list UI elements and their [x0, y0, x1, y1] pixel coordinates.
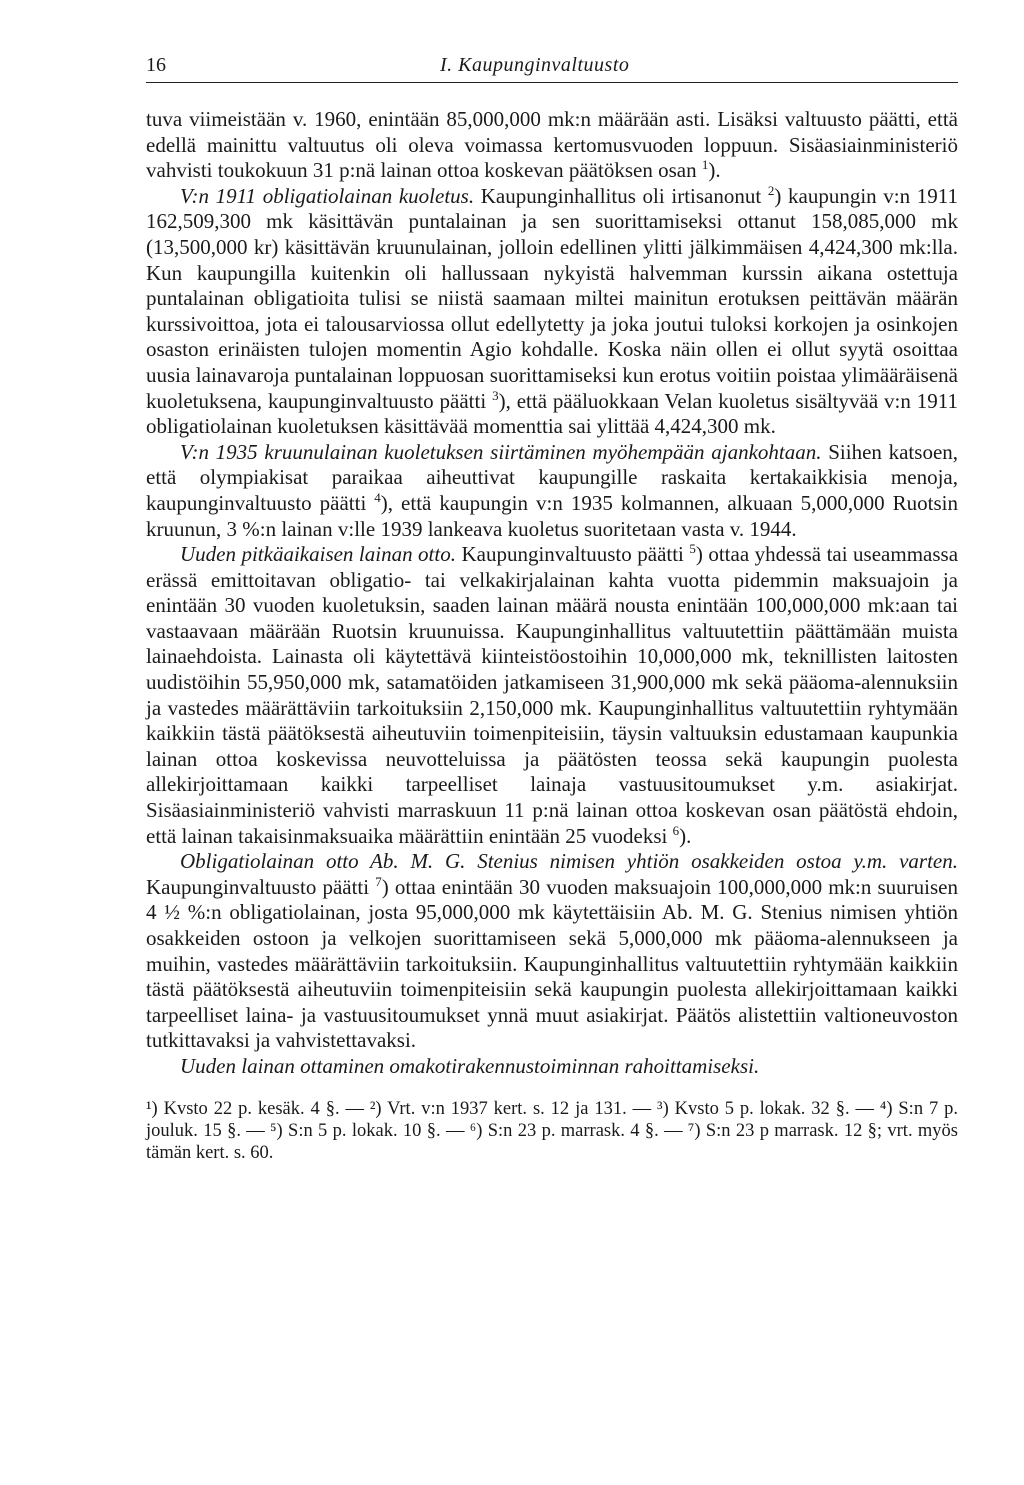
running-header: [146, 52, 958, 83]
paragraph-tail-2: .: [686, 823, 692, 848]
footnote-ref: 3: [492, 387, 499, 403]
footnote-ref: 7: [375, 873, 382, 889]
paragraph-tail: , että kaupungin v:n 1935 kolmannen, alkuaan 5,000,000 Ruotsin kruunun, 3 %:n lainan v:lle 1939 lankeava kuoletus suoritetaan vasta v. 1944.: [146, 490, 959, 541]
paragraph-tail: .: [715, 158, 721, 183]
paragraph-text: tuva viimeistään v. 1960, enintään 85,000,000 mk:n määrään asti. Lisäksi valtuusto päätti, että edellä mainittu valtuutus oli oleva voimassa kertomusvuoden loppuun. Sisäasiainministeriö vahvisti toukokuun 31 p:nä lainan ottoa koskevan päätöksen osan: [146, 107, 958, 183]
paragraph-heading: Uuden lainan ottaminen omakotirakennustoiminnan rahoittamiseksi.: [180, 1053, 760, 1078]
paragraph-heading: Obligatiolainan otto Ab. M. G. Stenius nimisen yhtiön osakkeiden ostoa y.m. varten.: [180, 849, 958, 874]
body-text: [146, 107, 958, 1080]
footnote-ref: 2: [767, 182, 775, 198]
paragraph-text: Kaupunginhallitus oli irtisanonut: [480, 183, 762, 208]
footnotes: ¹) Kvsto 22 p. kesäk. 4 §. — ²) Vrt. v:n 1937 kert. s. 12 ja 131. — ³) Kvsto 5 p. lokak. 32 §. — ⁴) S:n 7 p. jouluk. 15 §. — ⁵) S:n 5 p. lokak. 10 §. — ⁶) S:n 23 p. marrask. 4 §. — ⁷) S:n 23 p marrask. 12 §; vrt. myös tämän kert. s. 60.: [146, 1098, 958, 1163]
paragraph-text: Siihen katsoen, että olympiakisat paraikaa aiheuttivat kaupungille raskaita kertakaikkisia menoja, kaupunginvaltuusto päätti: [146, 439, 959, 515]
page-number: 16: [146, 54, 166, 76]
footnote-ref: 4: [374, 489, 381, 505]
paragraph-home-building-loan: [146, 1054, 958, 1080]
paragraph-new-loan: Uuden pitkäaikaisen lainan otto. Kaupunginvaltuusto päätti $^5$) ottaa yhdessä tai useammassa erässä emittoitavan obligatio- tai velkakirjalainan kahta vuotta pidemmin maksuajoin ja enintään 30 vuoden kuoletuksin, saaden lainan määrä nousta enintään 100,000,000 mk:aan tai vastaavaan määrään Ruotsin kruunuissa. Kaupunginhallitus valtuutettiin päättämään muista lainaehdoista. Lainasta oli käytettävä kiinteistöostoihin 10,000,000 mk, teknillisten laitosten uudistöihin 55,950,000 mk, satamatöiden jatkamiseen 31,900,000 mk sekä pääoma-alennuksiin ja vastedes määrättäviin tarkoituksiin 2,150,000 mk. Kaupunginhallitus valtuutettiin ryhtymään kaikkiin tästä päätöksestä aiheutuviin toimenpiteisiin, täysin valtuuksin edustamaan kaupunkia lainan ottoa koskevissa neuvotteluissa ja päätösten teossa sekä kaupungin puolesta allekirjoittamaan kaikki tarpeelliset lainaja vastuusitoumukset y.m. asiakirjat. Sisäasiainministeriö vahvisti marraskuun 11 p:nä lainan ottoa koskevan osan päätöstä ehdoin, että lainan takaisinmaksuaika määrättiin enintään 25 vuodeksi $^6$).: [146, 541, 959, 848]
footnote-ref: 5: [689, 541, 696, 557]
paragraph-tail-2: , että pääluokkaan Velan kuoletus sisältyvää v:n 1911 obligatiolainan kuoletuksen käsittävää momenttia sai ylittää 4,424,300 mk.: [146, 388, 959, 439]
paragraph-tail: kaupungin v:n 1911 162,509,300 mk käsittävän puntalainan ja sen suorittamiseksi ottanut 158,085,000 mk (13,500,000 kr) käsittävän kruunulainan, jolloin edellinen ylitti jälkimmäisen 4,424,300 mk:lla. Kun kaupungilla kuitenkin oli hallussaan nykyistä halvemman kurssin aikana ostettuja puntalainan obligatioita tulisi se niistä saamaan miltei mainitun erotuksen peittävän määrän kurssivoittoa, jota ei talousarviossa ollut edellytetty ja joka joutui tuloksi korkojen ja osinkojen osaston erinäisten tulojen momentin Agio kohdalle. Koska näin ollen ei ollut syytä osoittaa uusia lainavaroja puntalainan loppuosan suorittamiseksi kun erotus voitiin poistaa ylimääräisenä kuoletuksena, kaupunginvaltuusto päätti: [146, 183, 959, 413]
footnote-ref: 1: [701, 157, 709, 173]
paragraph-stenius-loan: Obligatiolainan otto Ab. M. G. Stenius nimisen yhtiön osakkeiden ostoa y.m. varten. Kaupunginvaltuusto päätti $^7$) ottaa enintään 30 vuoden maksuajoin 100,000,000 mk:n suuruisen 4 ½ %:n obligatiolainan, josta 95,000,000 mk käytettäisiin Ab. M. G. Stenius nimisen yhtiön osakkeiden ostoon ja velkojen suorittamiseen sekä 5,000,000 mk pääoma-alennukseen ja muihin, vastedes määrättäviin tarkoituksiin. Kaupunginhallitus valtuutettiin ryhtymään kaikkiin tästä päätöksestä aiheutuviin toimenpiteisiin sekä kaupungin puolesta allekirjoittamaan kaikki tarpeelliset laina- ja vastuusitoumukset ynnä muut asiakirjat. Päätös alistettiin valtioneuvoston tutkittavaksi ja vahvistettavaksi.: [146, 849, 959, 1053]
footnote-ref: 6: [672, 822, 680, 838]
paragraph-heading: V:n 1911 obligatiolainan kuoletus.: [180, 183, 475, 208]
running-title: I. Kaupunginvaltuusto: [440, 54, 630, 76]
paragraph-heading: V:n 1935 kruunulainan kuoletuksen siirtäminen myöhempään ajankohtaan.: [180, 439, 822, 464]
paragraph-text: Kaupunginvaltuusto päätti: [461, 542, 684, 567]
paragraph-tail: ottaa enintään 30 vuoden maksuajoin 100,000,000 mk:n suuruisen 4 ½ %:n obligatiolainan, josta 95,000,000 mk käytettäisiin Ab. M. G. Stenius nimisen yhtiön osakkeiden ostoon ja velkojen suorittamiseen sekä 5,000,000 mk pääoma-alennukseen ja muihin, vastedes määrättäviin tarkoituksiin. Kaupunginhallitus valtuutettiin ryhtymään kaikkiin tästä päätöksestä aiheutuviin toimenpiteisiin sekä kaupungin puolesta allekirjoittamaan kaikki tarpeelliset laina- ja vastuusitoumukset ynnä muut asiakirjat. Päätös alistettiin valtioneuvoston tutkittavaksi ja vahvistettavaksi.: [146, 874, 959, 1053]
paragraph-loan-1911: V:n 1911 obligatiolainan kuoletus. Kaupunginhallitus oli irtisanonut $^2$) kaupungin v:n 1911 162,509,300 mk käsittävän puntalainan ja sen suorittamiseksi ottanut 158,085,000 mk (13,500,000 kr) käsittävän kruunulainan, jolloin edellinen ylitti jälkimmäisen 4,424,300 mk:lla. Kun kaupungilla kuitenkin oli hallussaan nykyistä halvemman kurssin aikana ostettuja puntalainan obligatioita tulisi se niistä saamaan miltei mainitun erotuksen peittävän määrän kurssivoittoa, jota ei talousarviossa ollut edellytetty ja joka joutui tuloksi korkojen ja osinkojen osaston erinäisten tulojen momentin Agio kohdalle. Koska näin ollen ei ollut syytä osoittaa uusia lainavaroja puntalainan loppuosan suorittamiseksi kun erotus voitiin poistaa ylimääräisenä kuoletuksena, kaupunginvaltuusto päätti $^3$), että pääluokkaan Velan kuoletus sisältyvää v:n 1911 obligatiolainan kuoletuksen käsittävää momenttia sai ylittää 4,424,300 mk.: [146, 182, 959, 439]
paragraph-loan-1935: V:n 1935 kruunulainan kuoletuksen siirtäminen myöhempään ajankohtaan. Siihen katsoen, että olympiakisat paraikaa aiheuttivat kaupungille raskaita kertakaikkisia menoja, kaupunginvaltuusto päätti $^4$), että kaupungin v:n 1935 kolmannen, alkuaan 5,000,000 Ruotsin kruunun, 3 %:n lainan v:lle 1939 lankeava kuoletus suoritetaan vasta v. 1944.: [146, 439, 959, 541]
document-page: [146, 52, 958, 1164]
paragraph-text: Kaupunginvaltuusto päätti: [146, 874, 370, 899]
paragraph-continuation: tuva viimeistään v. 1960, enintään 85,000,000 mk:n määrään asti. Lisäksi valtuusto päätti, että edellä mainittu valtuutus oli oleva voimassa kertomusvuoden loppuun. Sisäasiainministeriö vahvisti toukokuun 31 p:nä lainan ottoa koskevan päätöksen osan $^1$).: [146, 107, 958, 183]
paragraph-tail: ottaa yhdessä tai useammassa erässä emittoitavan obligatio- tai velkakirjalainan kahta vuotta pidemmin maksuajoin ja enintään 30 vuoden kuoletuksin, saaden lainan määrä nousta enintään 100,000,000 mk:aan tai vastaavaan määrään Ruotsin kruunuissa. Kaupunginhallitus valtuutettiin päättämään muista lainaehdoista. Lainasta oli käytettävä kiinteistöostoihin 10,000,000 mk, teknillisten laitosten uudistöihin 55,950,000 mk, satamatöiden jatkamiseen 31,900,000 mk sekä pääoma-alennuksiin ja vastedes määrättäviin tarkoituksiin 2,150,000 mk. Kaupunginhallitus valtuutettiin ryhtymään kaikkiin tästä päätöksestä aiheutuviin toimenpiteisiin, täysin valtuuksin edustamaan kaupunkia lainan ottoa koskevissa neuvotteluissa ja päätösten teossa sekä kaupungin puolesta allekirjoittamaan kaikki tarpeelliset lainaja vastuusitoumukset y.m. asiakirjat. Sisäasiainministeriö vahvisti marraskuun 11 p:nä lainan ottoa koskevan osan päätöstä ehdoin, että lainan takaisinmaksuaika määrättiin enintään 25 vuodeksi: [146, 542, 959, 848]
paragraph-heading: Uuden pitkäaikaisen lainan otto.: [180, 542, 456, 567]
